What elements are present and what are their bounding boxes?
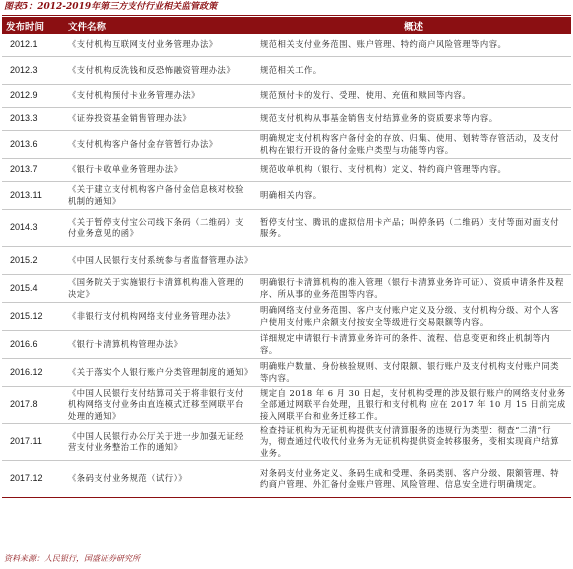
row-name: 《支付机构互联网支付业务管理办法》 — [64, 34, 256, 57]
row-date: 2016.6 — [2, 331, 64, 359]
row-date: 2015.4 — [2, 275, 64, 303]
row-name: 《关于落实个人银行账户分类管理制度的通知》 — [64, 359, 256, 387]
row-desc: 对条码支付业务定义、条码生成和受理、条码类别、客户分级、限额管理、特约商户管理、外汇备付金账户管理、风险管理、信息安全进行明确规定。 — [256, 461, 571, 498]
table-row — [2, 275, 571, 303]
row-desc: 规定自 2018 年 6 月 30 日起，支付机构受理的涉及银行账户的网络支付业务全部通过网联平台处理，且银行和支付机构 应在 2017 年 10 月 15 日前完成接入网联平台和业务迁移工作。 — [256, 387, 571, 424]
row-desc: 明确规定支付机构客户备付金的存放、归集、使用、划转等存管活动，及支付机构在银行开设的备付金账户类型与功能等内容。 — [256, 131, 571, 159]
row-name: 《支付机构客户备付金存管暂行办法》 — [64, 131, 256, 159]
table-row — [2, 34, 571, 57]
policy-table — [2, 17, 571, 498]
row-name: 《国务院关于实施银行卡清算机构准入管理的决定》 — [64, 275, 256, 303]
row-date: 2012.3 — [2, 57, 64, 85]
row-date: 2013.11 — [2, 182, 64, 210]
table-row — [2, 182, 571, 210]
row-desc: 检查持证机构为无证机构提供支付清算服务的违规行为类型：彻查“二清”行为，彻查通过代收代付业务为无证机构提供资金转移服务，变相实现商户结算业务。 — [256, 424, 571, 461]
row-desc: 规范支付机构从事基金销售支付结算业务的资质要求等内容。 — [256, 108, 571, 131]
row-name: 《条码支付业务规范（试行）》 — [64, 461, 256, 498]
table-header-row — [2, 17, 571, 34]
row-desc: 明确网络支付业务范围、客户支付账户定义及分级、支付机构分级、对个人客户使用支付账户余额支付按安全等级进行交易限额等内容。 — [256, 303, 571, 331]
row-date: 2016.12 — [2, 359, 64, 387]
row-desc: 详细规定申请银行卡清算业务许可的条件、流程、信息变更和终止机制等内容。 — [256, 331, 571, 359]
row-name: 《关于暂停支付宝公司线下条码（二维码）支付业务意见的函》 — [64, 210, 256, 247]
row-name: 《支付机构反洗钱和反恐怖融资管理办法》 — [64, 57, 256, 85]
row-date: 2017.8 — [2, 387, 64, 424]
table-row — [2, 85, 571, 108]
row-date: 2013.6 — [2, 131, 64, 159]
row-date: 2013.3 — [2, 108, 64, 131]
row-date: 2013.7 — [2, 159, 64, 182]
row-name: 《银行卡清算机构管理办法》 — [64, 331, 256, 359]
figure-title: 图表5：2012-2019年第三方支付行业相关监管政策 — [4, 2, 218, 12]
row-name: 《中国人民银行办公厅关于进一步加强无证经营支付业务整治工作的通知》 — [64, 424, 256, 461]
header-date: 发布时间 — [2, 17, 64, 34]
row-date: 2017.12 — [2, 461, 64, 498]
table-row — [2, 159, 571, 182]
row-name: 《中国人民银行支付系统参与者监督管理办法》 — [64, 247, 256, 275]
table-row — [2, 331, 571, 359]
row-date: 2015.12 — [2, 303, 64, 331]
row-date: 2014.3 — [2, 210, 64, 247]
title-rule — [2, 15, 571, 16]
table-row — [2, 303, 571, 331]
row-name: 《银行卡收单业务管理办法》 — [64, 159, 256, 182]
row-desc: 规范相关支付业务范围、账户管理、特约商户风险管理等内容。 — [256, 34, 571, 57]
row-desc: 暂停支付宝、腾讯的虚拟信用卡产品；叫停条码（二维码）支付等面对面支付服务。 — [256, 210, 571, 247]
row-desc: 明确相关内容。 — [256, 182, 571, 210]
table-row — [2, 247, 571, 275]
table-row — [2, 359, 571, 387]
row-desc: 明确账户数量、身份核验规则、支付限额、银行账户及支付机构支付账户同类等内容。 — [256, 359, 571, 387]
table-row — [2, 424, 571, 461]
source-note: 资料来源：人民银行，国盛证券研究所 — [4, 554, 140, 563]
table-row — [2, 57, 571, 85]
header-name: 文件名称 — [64, 17, 256, 34]
row-name: 《非银行支付机构网络支付业务管理办法》 — [64, 303, 256, 331]
table-row — [2, 461, 571, 498]
row-name: 《支付机构预付卡业务管理办法》 — [64, 85, 256, 108]
row-desc: 规范收单机构（银行、支付机构）定义、特约商户管理等内容。 — [256, 159, 571, 182]
row-desc: 规范相关工作。 — [256, 57, 571, 85]
row-desc — [256, 247, 571, 275]
row-date: 2017.11 — [2, 424, 64, 461]
row-name: 《证券投资基金销售管理办法》 — [64, 108, 256, 131]
table-row — [2, 108, 571, 131]
table-row — [2, 387, 571, 424]
table-row — [2, 210, 571, 247]
table-row — [2, 131, 571, 159]
row-name: 《关于建立支付机构客户备付金信息核对校验机制的通知》 — [64, 182, 256, 210]
row-date: 2012.1 — [2, 34, 64, 57]
row-name: 《中国人民银行支付结算司关于将非银行支付机构网络支付业务由直连模式迁移至网联平台处理的通知》 — [64, 387, 256, 424]
row-desc: 明确银行卡清算机构的准入管理（银行卡清算业务许可证）、资质申请条件及程序、所从事的业务范围等内容。 — [256, 275, 571, 303]
row-desc: 规范预付卡的发行、受理、使用、充值和赎回等内容。 — [256, 85, 571, 108]
row-date: 2015.2 — [2, 247, 64, 275]
row-date: 2012.9 — [2, 85, 64, 108]
header-desc: 概述 — [256, 17, 571, 34]
